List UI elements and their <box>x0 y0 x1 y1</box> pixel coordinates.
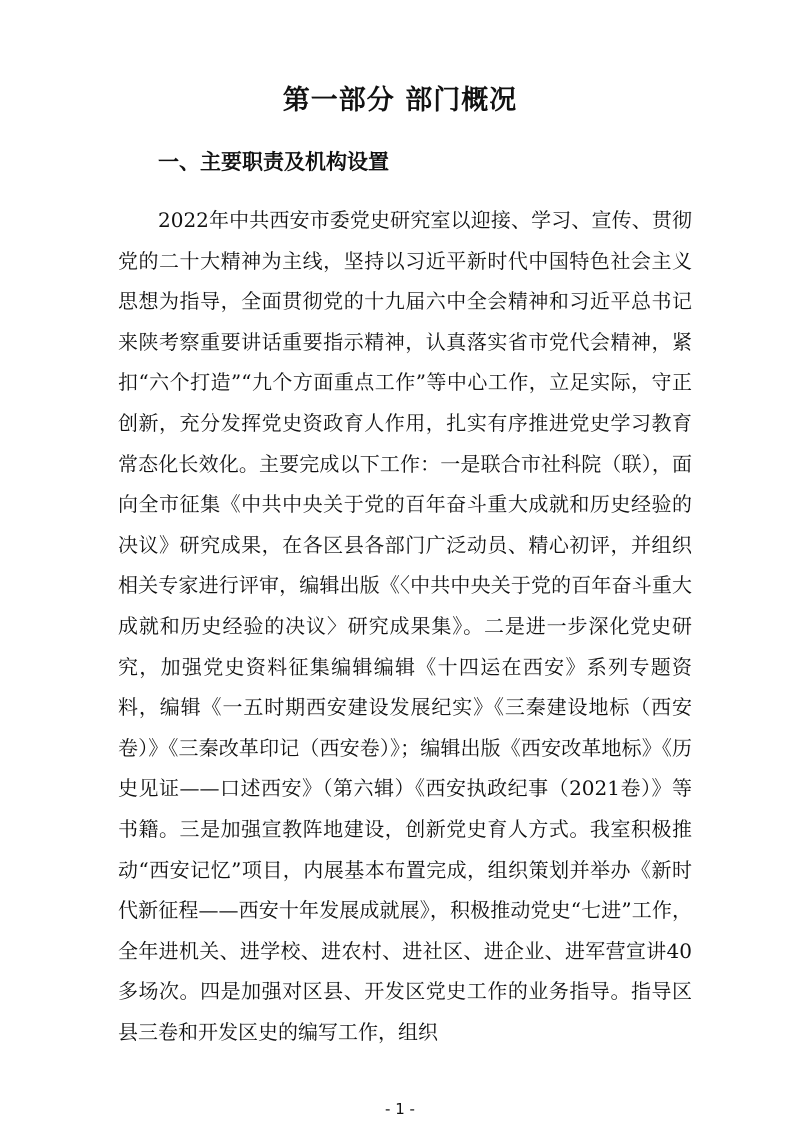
body-paragraph: 2022年中共西安市委党史研究室以迎接、学习、宣传、贯彻党的二十大精神为主线，坚持以习近平新时代中国特色社会主义思想为指导，全面贯彻党的十九届六中全会精神和习近平总书记来陕考察重要讲话重要指示精神，认真落实省市党代会精神，紧扣“六个打造”“九个方面重点工作”等中心工作，立足实际，守正创新，充分发挥党史资政育人作用，扎实有序推进党史学习教育常态化长效化。主要完成以下工作：一是联合市社科院（联），面向全市征集《中共中央关于党的百年奋斗重大成就和历史经验的决议》研究成果，在各区县各部门广泛动员、精心初评，并组织相关专家进行评审，编辑出版《〈中共中央关于党的百年奋斗重大成就和历史经验的决议〉研究成果集》。二是进一步深化党史研究，加强党史资料征集编辑编辑《十四运在西安》系列专题资料，编辑《一五时期西安建设发展纪实》《三秦建设地标（西安卷）》《三秦改革印记（西安卷）》；编辑出版《西安改革地标》《历史见证——口述西安》（第六辑）《西安执政纪事（2021卷）》等书籍。三是加强宣教阵地建设，创新党史育人方式。我室积极推动“西安记忆”项目，内展基本布置完成，组织策划并举办《新时代新征程——西安十年发展成就展》，积极推动党史“七进”工作，全年进机关、进学校、进农村、进社区、进企业、进军营宣讲40多场次。四是加强对区县、开发区党史工作的业务指导。指导区县三卷和开发区史的编写工作，组织 <box>118 208 692 1044</box>
page-number: - 1 - <box>385 1100 415 1118</box>
page-title: 第一部分 部门概况 <box>282 85 518 116</box>
section-heading: 一、主要职责及机构设置 <box>158 150 389 174</box>
